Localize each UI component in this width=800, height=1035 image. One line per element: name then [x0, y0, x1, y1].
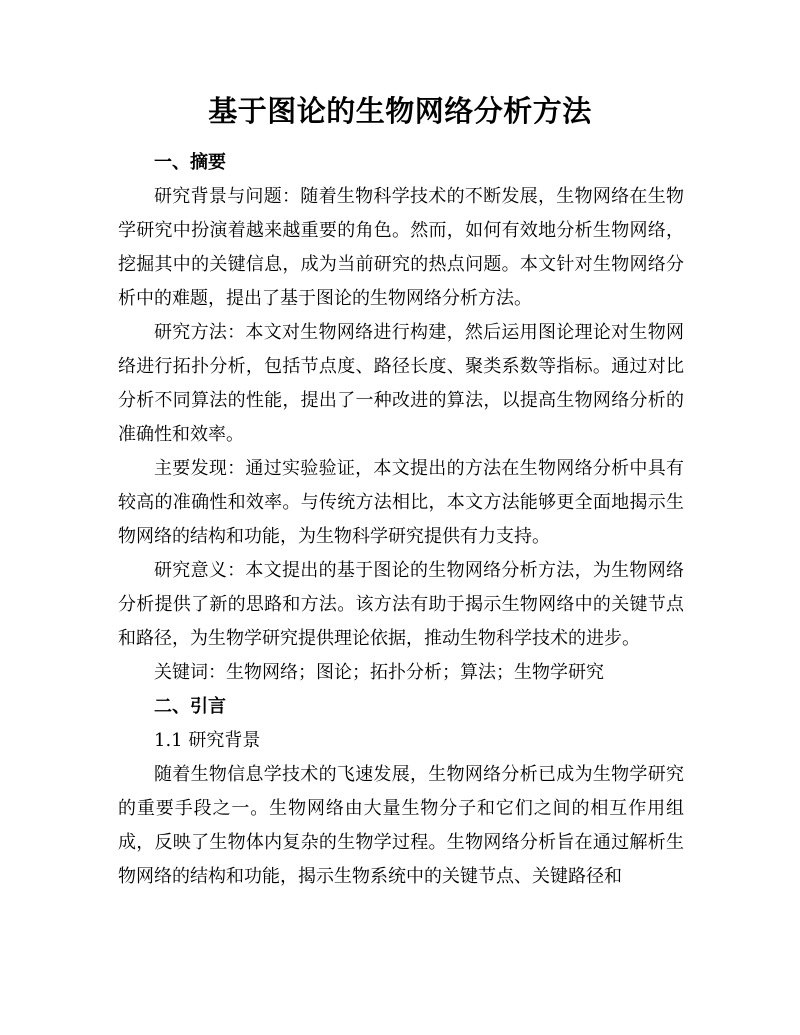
- document-body: [118, 146, 684, 894]
- section-heading-introduction: 二、引言: [154, 696, 226, 717]
- abstract-significance-paragraph: 研究意义：本文提出的基于图论的生物网络分析方法，为生物网络分析提供了新的思路和方法。该方法有助于揭示生物网络中的关键节点和路径，为生物学研究提供理论依据，推动生物科学技术的进步。: [118, 560, 684, 649]
- introduction-background-paragraph: 随着生物信息学技术的飞速发展，生物网络分析已成为生物学研究的重要手段之一。生物网络由大量生物分子和它们之间的相互作用组成，反映了生物体内复杂的生物学过程。生物网络分析旨在通过解析生物网络的结构和功能，揭示生物系统中的关键节点、关键路径和: [118, 764, 684, 887]
- keywords-line: 关键词：生物网络；图论；拓扑分析；算法；生物学研究: [154, 662, 604, 683]
- abstract-background-paragraph: 研究背景与问题：随着生物科学技术的不断发展，生物网络在生物学研究中扮演着越来越重要的角色。然而，如何有效地分析生物网络，挖掘其中的关键信息，成为当前研究的热点问题。本文针对生物网络分析中的难题，提出了基于图论的生物网络分析方法。: [118, 186, 684, 309]
- abstract-method-paragraph: 研究方法：本文对生物网络进行构建，然后运用图论理论对生物网络进行拓扑分析，包括节点度、路径长度、聚类系数等指标。通过对比分析不同算法的性能，提出了一种改进的算法，以提高生物网络分析的准确性和效率。: [118, 322, 684, 445]
- subsection-heading-background: 1.1 研究背景: [154, 730, 261, 751]
- section-heading-abstract: 一、摘要: [154, 152, 226, 173]
- abstract-findings-paragraph: 主要发现：通过实验验证，本文提出的方法在生物网络分析中具有较高的准确性和效率。与传统方法相比，本文方法能够更全面地揭示生物网络的结构和功能，为生物科学研究提供有力支持。: [118, 458, 684, 547]
- document-title: 基于图论的生物网络分析方法: [208, 94, 592, 128]
